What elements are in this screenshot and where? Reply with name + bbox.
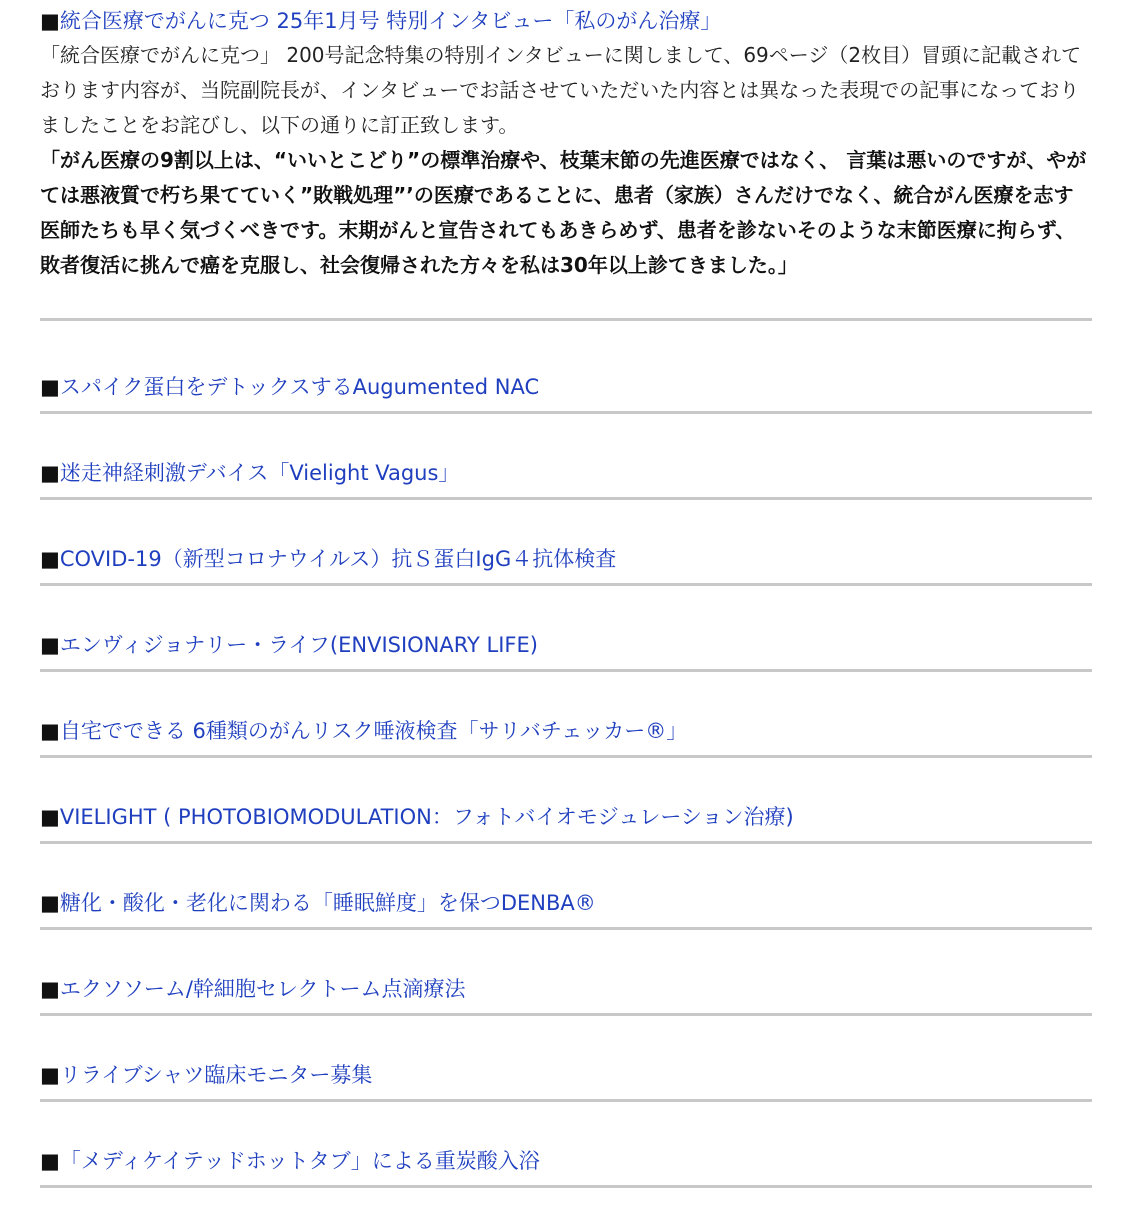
divider <box>40 583 1092 586</box>
divider <box>40 497 1092 500</box>
list-item <box>40 455 1092 500</box>
list-item <box>40 799 1092 844</box>
list-item <box>40 369 1092 414</box>
bullet-square-icon: ■ <box>40 547 60 571</box>
bullet-square-icon: ■ <box>40 1063 60 1087</box>
link-item[interactable] <box>40 713 1092 749</box>
link-label: COVID-19（新型コロナウイルス）抗Ｓ蛋白IgG４抗体検査 <box>59 547 617 571</box>
link-label: エクソソーム/幹細胞セレクトーム点滴療法 <box>59 977 466 1001</box>
divider <box>40 318 1092 321</box>
link-label: 「メディケイテッドホットタブ」による重炭酸入浴 <box>59 1149 540 1173</box>
bullet-square-icon: ■ <box>40 977 60 1001</box>
list-item <box>40 541 1092 586</box>
correction-notice-text: 「統合医療でがんに克つ」 200号記念特集の特別インタビューに関しまして、69ページ（2枚目）冒頭に記載されております内容が、当院副院長が、インタビューでお話させていただいた内容とは異なった表現での記事になっておりましたことをお詫びし、以下の通りに訂正致します。 <box>40 43 1082 137</box>
link-item[interactable] <box>40 369 1092 405</box>
link-label: 糖化・酸化・老化に関わる「睡眠鮮度」を保つDENBA® <box>59 891 596 915</box>
divider <box>40 755 1092 758</box>
divider <box>40 927 1092 930</box>
link-item[interactable] <box>40 971 1092 1007</box>
link-item[interactable] <box>40 627 1092 663</box>
bullet-square-icon: ■ <box>40 633 60 657</box>
list-item <box>40 713 1092 758</box>
link-label: 迷走神経刺激デバイス「Vielight Vagus」 <box>59 461 460 485</box>
divider <box>40 1099 1092 1102</box>
bullet-square-icon: ■ <box>40 9 60 33</box>
divider <box>40 411 1092 414</box>
link-label: VIELIGHT ( PHOTOBIOMODULATION：フォトバイオモジュレーション治療) <box>59 805 794 829</box>
corrected-quote-text: 「がん医療の9割以上は、“いいとこどり”の標準治療や、枝葉末節の先進医療ではなく、 言葉は悪いのですが、やがては悪液質で朽ち果てていく”敗戦処理”’の医療であることに、患者（家族）さんだけでなく、統合がん医療を志す医師たちも早く気づくべきです。末期がんと宣告されてもあきらめず、患者を診ないそのような末節医療に拘らず、敗者復活に挑んで癌を克服し、社会復帰された方々を私は30年以上診てきました。」 <box>40 148 1087 277</box>
list-item <box>40 885 1092 930</box>
link-label: 自宅でできる 6種類のがんリスク唾液検査「サリバチェッカー®」 <box>59 719 688 743</box>
divider <box>40 1185 1092 1188</box>
bullet-square-icon: ■ <box>40 461 60 485</box>
link-label: スパイク蛋白をデトックスするAugumented NAC <box>59 375 540 399</box>
interview-notice-section <box>40 4 1092 283</box>
interview-link[interactable] <box>40 4 1092 38</box>
link-label: エンヴィジョナリー・ライフ(ENVISIONARY LIFE) <box>59 633 538 657</box>
interview-link-label: 統合医療でがんに克つ 25年1月号 特別インタビュー「私のがん治療」 <box>59 9 722 33</box>
link-item[interactable] <box>40 541 1092 577</box>
bullet-square-icon: ■ <box>40 375 60 399</box>
link-item[interactable] <box>40 799 1092 835</box>
bullet-square-icon: ■ <box>40 891 60 915</box>
link-item[interactable] <box>40 1057 1092 1093</box>
list-item <box>40 1143 1092 1188</box>
bullet-square-icon: ■ <box>40 1149 60 1173</box>
divider <box>40 841 1092 844</box>
list-item <box>40 1057 1092 1102</box>
link-item[interactable] <box>40 1143 1092 1179</box>
link-label: リライブシャツ臨床モニター募集 <box>59 1063 373 1087</box>
bullet-square-icon: ■ <box>40 805 60 829</box>
list-item <box>40 971 1092 1016</box>
list-item <box>40 627 1092 672</box>
link-item[interactable] <box>40 455 1092 491</box>
link-item[interactable] <box>40 885 1092 921</box>
bullet-square-icon: ■ <box>40 719 60 743</box>
divider <box>40 669 1092 672</box>
divider <box>40 1013 1092 1016</box>
